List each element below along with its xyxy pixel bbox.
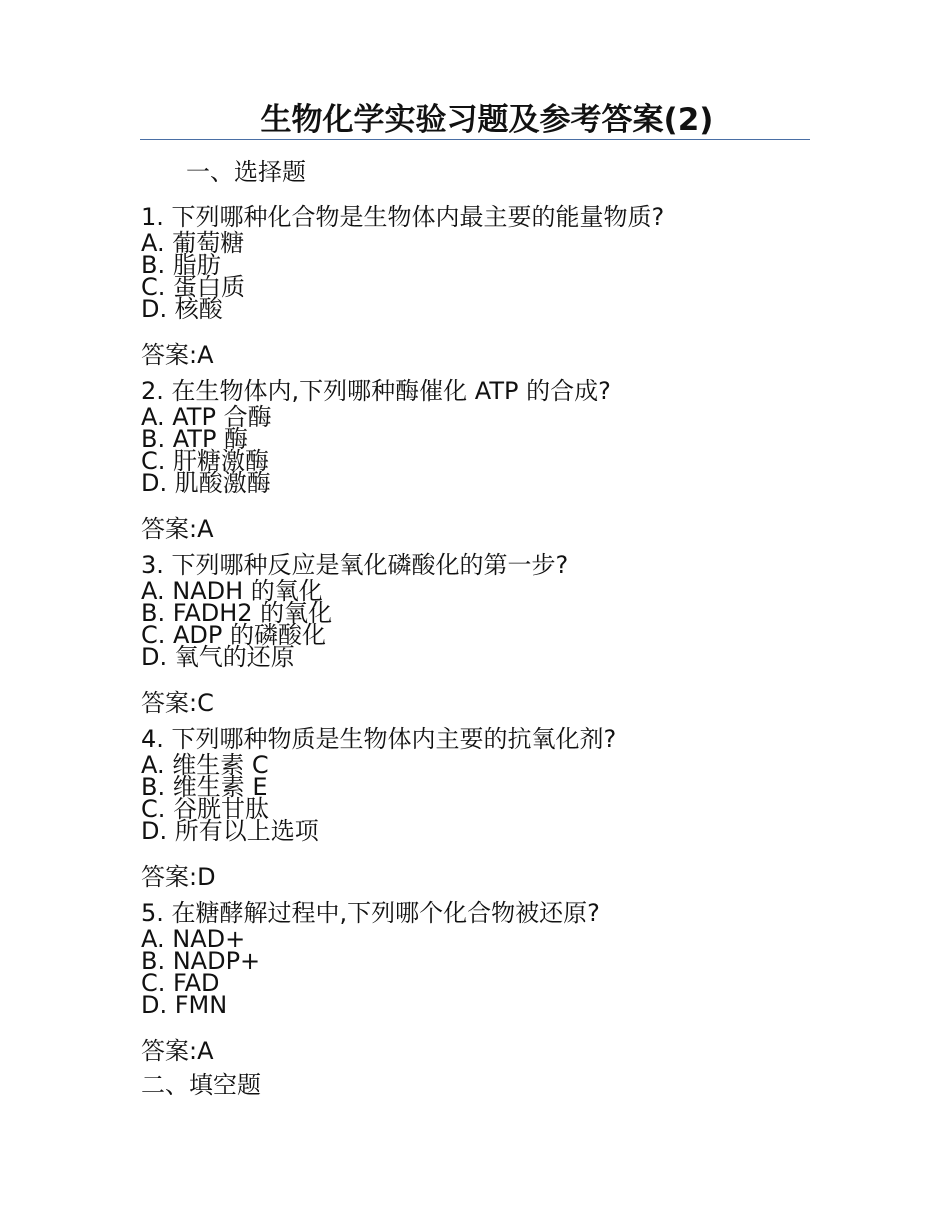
question-text: 2. 在生物体内,下列哪种酶催化 ATP 的合成? — [141, 377, 611, 405]
question-3 — [141, 550, 821, 718]
question-text: 3. 下列哪种反应是氧化磷酸化的第一步? — [141, 551, 569, 579]
option-b: B. 脂肪 — [141, 251, 221, 279]
answer: 答案:A — [141, 1037, 214, 1065]
question-text: 5. 在糖酵解过程中,下列哪个化合物被还原? — [141, 899, 600, 927]
option-d: D. 核酸 — [141, 295, 223, 323]
option-b: B. FADH2 的氧化 — [141, 599, 333, 627]
option-b: B. ATP 酶 — [141, 425, 249, 453]
answer: 答案:A — [141, 341, 214, 369]
option-d: D. 所有以上选项 — [141, 817, 319, 845]
question-4 — [141, 724, 821, 892]
section-heading-multiple-choice: 一、选择题 — [186, 158, 306, 186]
section-heading-fill-in-blank: 二、填空题 — [141, 1071, 261, 1099]
option-a: A. NADH 的氧化 — [141, 577, 323, 605]
option-d: D. FMN — [141, 991, 228, 1019]
option-d: D. 氧气的还原 — [141, 643, 295, 671]
option-c: C. ADP 的磷酸化 — [141, 621, 327, 649]
question-5 — [141, 898, 821, 1066]
answer: 答案:A — [141, 515, 214, 543]
question-text: 4. 下列哪种物质是生物体内主要的抗氧化剂? — [141, 725, 617, 753]
option-c: C. 谷胱甘肽 — [141, 795, 270, 823]
option-a: A. NAD+ — [141, 925, 246, 953]
question-text: 1. 下列哪种化合物是生物体内最主要的能量物质? — [141, 203, 665, 231]
document-title: 生物化学实验习题及参考答案(2) — [260, 102, 714, 138]
option-a: A. ATP 合酶 — [141, 403, 272, 431]
option-d: D. 肌酸激酶 — [141, 469, 271, 497]
question-2 — [141, 376, 821, 544]
title-underline — [140, 139, 810, 140]
question-1 — [141, 202, 821, 370]
option-a: A. 葡萄糖 — [141, 229, 245, 257]
option-b: B. 维生素 E — [141, 773, 268, 801]
option-c: C. FAD — [141, 969, 220, 997]
option-c: C. 蛋白质 — [141, 273, 246, 301]
answer: 答案:C — [141, 689, 214, 717]
answer: 答案:D — [141, 863, 216, 891]
option-c: C. 肝糖激酶 — [141, 447, 270, 475]
option-b: B. NADP+ — [141, 947, 261, 975]
option-a: A. 维生素 C — [141, 751, 269, 779]
